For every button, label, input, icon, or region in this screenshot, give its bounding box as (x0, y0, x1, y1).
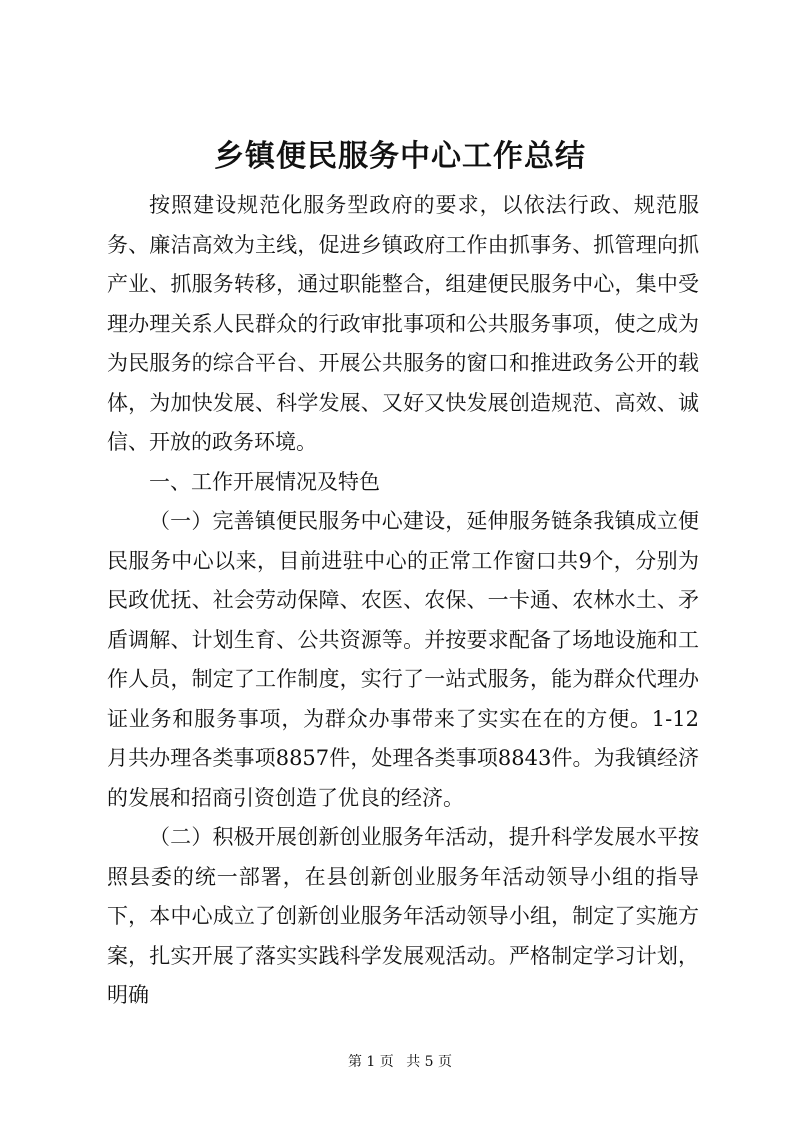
section-heading: 一、工作开展情况及特色 (149, 469, 380, 494)
paragraph-section-1: （一）完善镇便民服务中心建设，延伸服务链条我镇成立便民服务中心以来，目前进驻中心的正常工作窗口共9个，分别为民政优抚、社会劳动保障、农医、农保、一卡通、农林水土、矛盾调解、计划生育、公共资源等。并按要求配备了场地设施和工作人员，制定了工作制度，实行了一站式服务，能为群众代理办证业务和服务事项，为群众办事带来了实实在在的方便。1-12月共办理各类事项8857件，处理各类事项8843件。为我镇经济的发展和招商引资创造了优良的经济。 (107, 509, 699, 810)
page-number: 第 1 页 (347, 1054, 394, 1070)
paragraph-intro: 按照建设规范化服务型政府的要求，以依法行政、规范服务、廉洁高效为主线，促进乡镇政府工作由抓事务、抓管理向抓产业、抓服务转移，通过职能整合，组建便民服务中心，集中受理办理关系人民群众的行政审批事项和公共服务事项，使之成为为民服务的综合平台、开展公共服务的窗口和推进政务公开的载体，为加快发展、科学发展、又好又快发展创造规范、高效、诚信、开放的政务环境。 (107, 193, 699, 454)
document-body (107, 186, 699, 1016)
document-title: 乡镇便民服务中心工作总结 (214, 139, 586, 174)
page-total: 共 5 页 (406, 1054, 453, 1070)
page-footer (0, 1052, 800, 1072)
paragraph-section-2: （二）积极开展创新创业服务年活动，提升科学发展水平按照县委的统一部署，在县创新创业服务年活动领导小组的指导下，本中心成立了创新创业服务年活动领导小组，制定了实施方案，扎实开展了落实实践科学发展观活动。严格制定学习计划，明确 (107, 825, 699, 1007)
